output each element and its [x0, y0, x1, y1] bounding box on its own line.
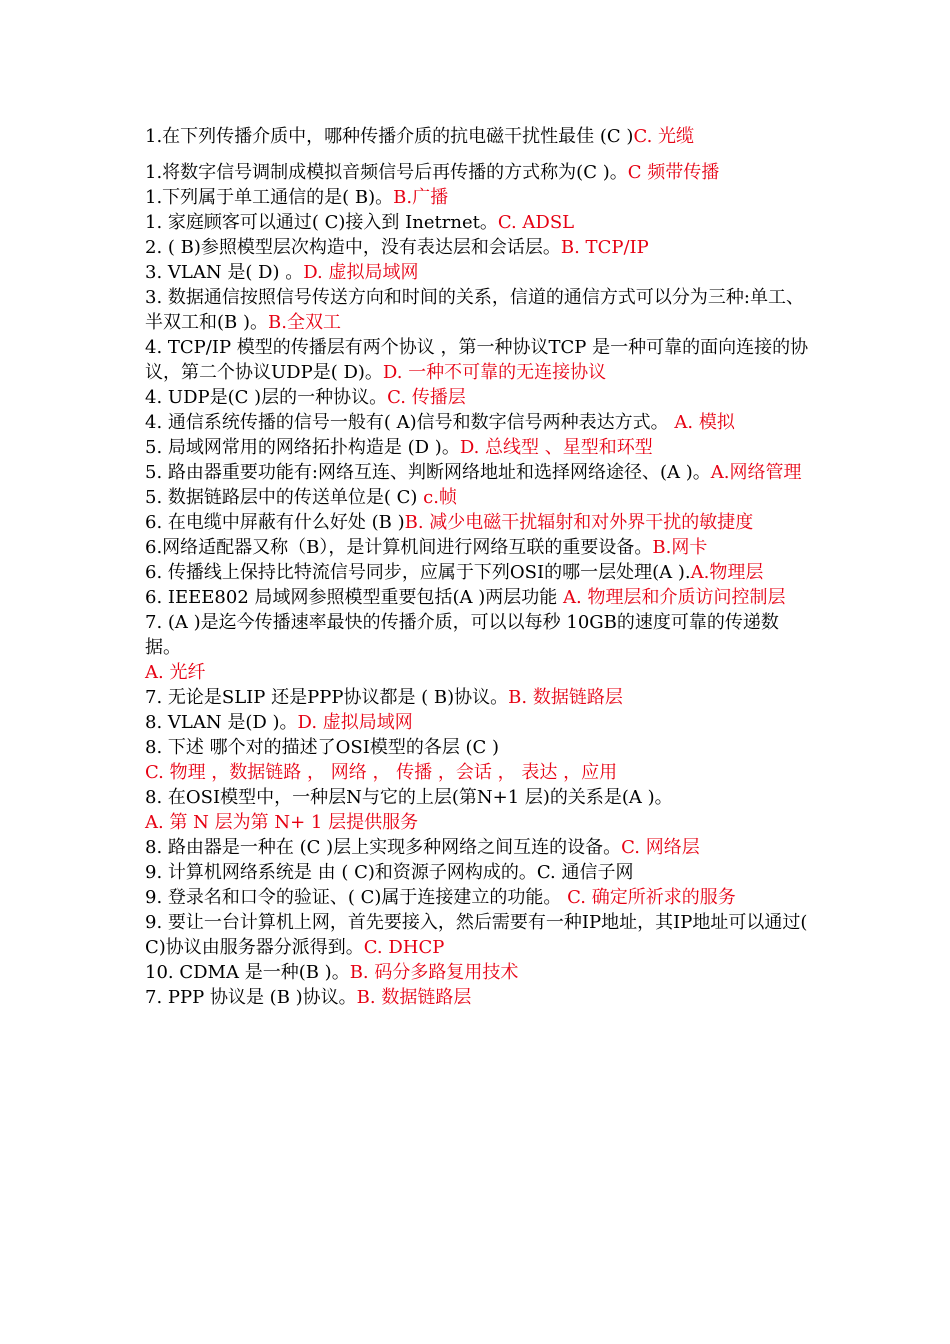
question-text: 7. PPP 协议是 (B )协议。: [145, 987, 357, 1008]
question-text: 8. 在OSI模型中，一种层N与它的上层(第N+1 层)的关系是(A )。: [145, 787, 673, 808]
question-item: [145, 435, 810, 460]
question-text: 4. TCP/IP 模型的传播层有两个协议 ，第一种协议TCP 是一种可靠的面向连接的协议，第二个协议UDP是( D)。: [145, 337, 809, 383]
question-item: [145, 610, 810, 685]
question-text: 6.网络适配器又称（B），是计算机间进行网络互联的重要设备。: [145, 537, 653, 558]
question-item: [145, 560, 810, 585]
question-text: 8. 下述 哪个对的描述了OSI模型的各层 (C ): [145, 737, 500, 758]
question-text: 9. 计算机网络系统是 由 ( C)和资源子网构成的。: [145, 862, 537, 883]
answer-text: B.全双工: [268, 312, 341, 333]
answer-text: B.广播: [393, 187, 449, 208]
question-text: 4. 通信系统传播的信号一般有( A)信号和数字信号两种表达方式。: [145, 412, 675, 433]
question-text: 9. 登录名和口令的验证、( C)属于连接建立的功能。: [145, 887, 568, 908]
answer-text: B. 码分多路复用技术: [349, 962, 519, 983]
answer-text: A. 模拟: [674, 412, 735, 433]
answer-text: C. ADSL: [497, 212, 575, 233]
answer-text: B.网卡: [652, 537, 708, 558]
question-text: 4. UDP是(C )层的一种协议。: [145, 387, 388, 408]
answer-text: C. 光缆: [633, 126, 695, 147]
answer-text: D. 虚拟局域网: [303, 262, 419, 283]
answer-text: C 频带传播: [627, 162, 720, 183]
question-item: [145, 260, 810, 285]
question-text: 6. 传播线上保持比特流信号同步，应属于下列OSI的哪一层处理(A ).: [145, 562, 691, 583]
question-item: [145, 835, 810, 860]
question-text: 5. 局域网常用的网络拓扑构造是 (D )。: [145, 437, 460, 458]
question-text: 9. 要让一台计算机上网，首先要接入，然后需要有一种IP地址，其IP地址可以通过( C)协议由服务器分派得到。: [145, 912, 808, 958]
question-text: 5. 数据链路层中的传送单位是( C): [145, 487, 424, 508]
question-item: [145, 485, 810, 510]
answer-text: D. 一种不可靠的无连接协议: [382, 362, 607, 383]
question-item: [145, 960, 810, 985]
question-item: [145, 910, 810, 960]
question-item: [145, 124, 810, 149]
question-text: 10. CDMA 是一种(B )。: [145, 962, 350, 983]
question-text: 8. VLAN 是(D )。: [145, 712, 298, 733]
question-text: 7. (A )是迄今传播速率最快的传播介质，可以以每秒 10GB的速度可靠的传递数据。: [145, 612, 779, 658]
answer-text: A.网络管理: [710, 462, 802, 483]
question-text: 1.将数字信号调制成模拟音频信号后再传播的方式称为(C )。: [145, 162, 628, 183]
answer-text: C. 传播层: [387, 387, 466, 408]
question-text: 5. 路由器重要功能有:网络互连、判断网络地址和选择网络途径、(A )。: [145, 462, 711, 483]
question-item: [145, 285, 810, 335]
question-item: [145, 235, 810, 260]
question-item: [145, 335, 810, 385]
answer-text: A. 物理层和介质访问控制层: [563, 587, 786, 608]
question-text: 1.下列属于单工通信的是( B)。: [145, 187, 394, 208]
question-item: [145, 685, 810, 710]
question-item: [145, 710, 810, 735]
answer-text: C. 通信子网: [536, 862, 634, 883]
answer-text: c.帧: [423, 487, 457, 508]
question-item: [145, 535, 810, 560]
answer-text: D. 虚拟局域网: [297, 712, 413, 733]
question-item: [145, 985, 810, 1010]
answer-text: B. 减少电磁干扰辐射和对外界干扰的敏捷度: [404, 512, 754, 533]
question-item: [145, 785, 810, 835]
question-item: [145, 885, 810, 910]
answer-text: C. 确定所祈求的服务: [567, 887, 736, 908]
question-list: [145, 124, 810, 1010]
question-text: 2. ( B)参照模型层次构造中，没有表达层和会话层。: [145, 237, 561, 258]
question-text: 1.在下列传播介质中，哪种传播介质的抗电磁干扰性最佳 (C ): [145, 126, 634, 147]
answer-text: B. 数据链路层: [508, 687, 623, 708]
question-text: 3. VLAN 是( D) 。: [145, 262, 304, 283]
question-item: [145, 585, 810, 610]
question-text: 1. 家庭顾客可以通过( C)接入到 Inetrnet。: [145, 212, 498, 233]
question-item: [145, 160, 810, 185]
question-item: [145, 210, 810, 235]
answer-text: D. 总线型 、星型和环型: [459, 437, 653, 458]
question-text: 3. 数据通信按照信号传送方向和时间的关系，信道的通信方式可以分为三种:单工、半双工和(B )。: [145, 287, 804, 333]
question-text: 6. IEEE802 局域网参照模型重要包括(A )两层功能: [145, 587, 563, 608]
question-item: [145, 860, 810, 885]
question-text: 8. 路由器是一种在 (C )层上实现多种网络之间互连的设备。: [145, 837, 622, 858]
answer-text: B. TCP/IP: [560, 237, 649, 258]
question-text: 7. 无论是SLIP 还是PPP协议都是 ( B)协议。: [145, 687, 509, 708]
question-text: 6. 在电缆中屏蔽有什么好处 (B ): [145, 512, 405, 533]
answer-text: A. 第 N 层为第 N+ 1 层提供服务: [145, 812, 419, 833]
answer-text: C. 网络层: [621, 837, 700, 858]
question-item: [145, 510, 810, 535]
answer-text: A. 光纤: [145, 662, 206, 683]
question-item: [145, 735, 810, 785]
question-item: [145, 410, 810, 435]
question-item: [145, 460, 810, 485]
answer-text: B. 数据链路层: [356, 987, 472, 1008]
answer-text: A.物理层: [690, 562, 764, 583]
answer-text: C. 物理 ，数据链路 ， 网络 ， 传播 ，会话 ， 表达 ，应用: [145, 762, 618, 783]
answer-text: C. DHCP: [363, 937, 445, 958]
question-item: [145, 385, 810, 410]
question-item: [145, 185, 810, 210]
